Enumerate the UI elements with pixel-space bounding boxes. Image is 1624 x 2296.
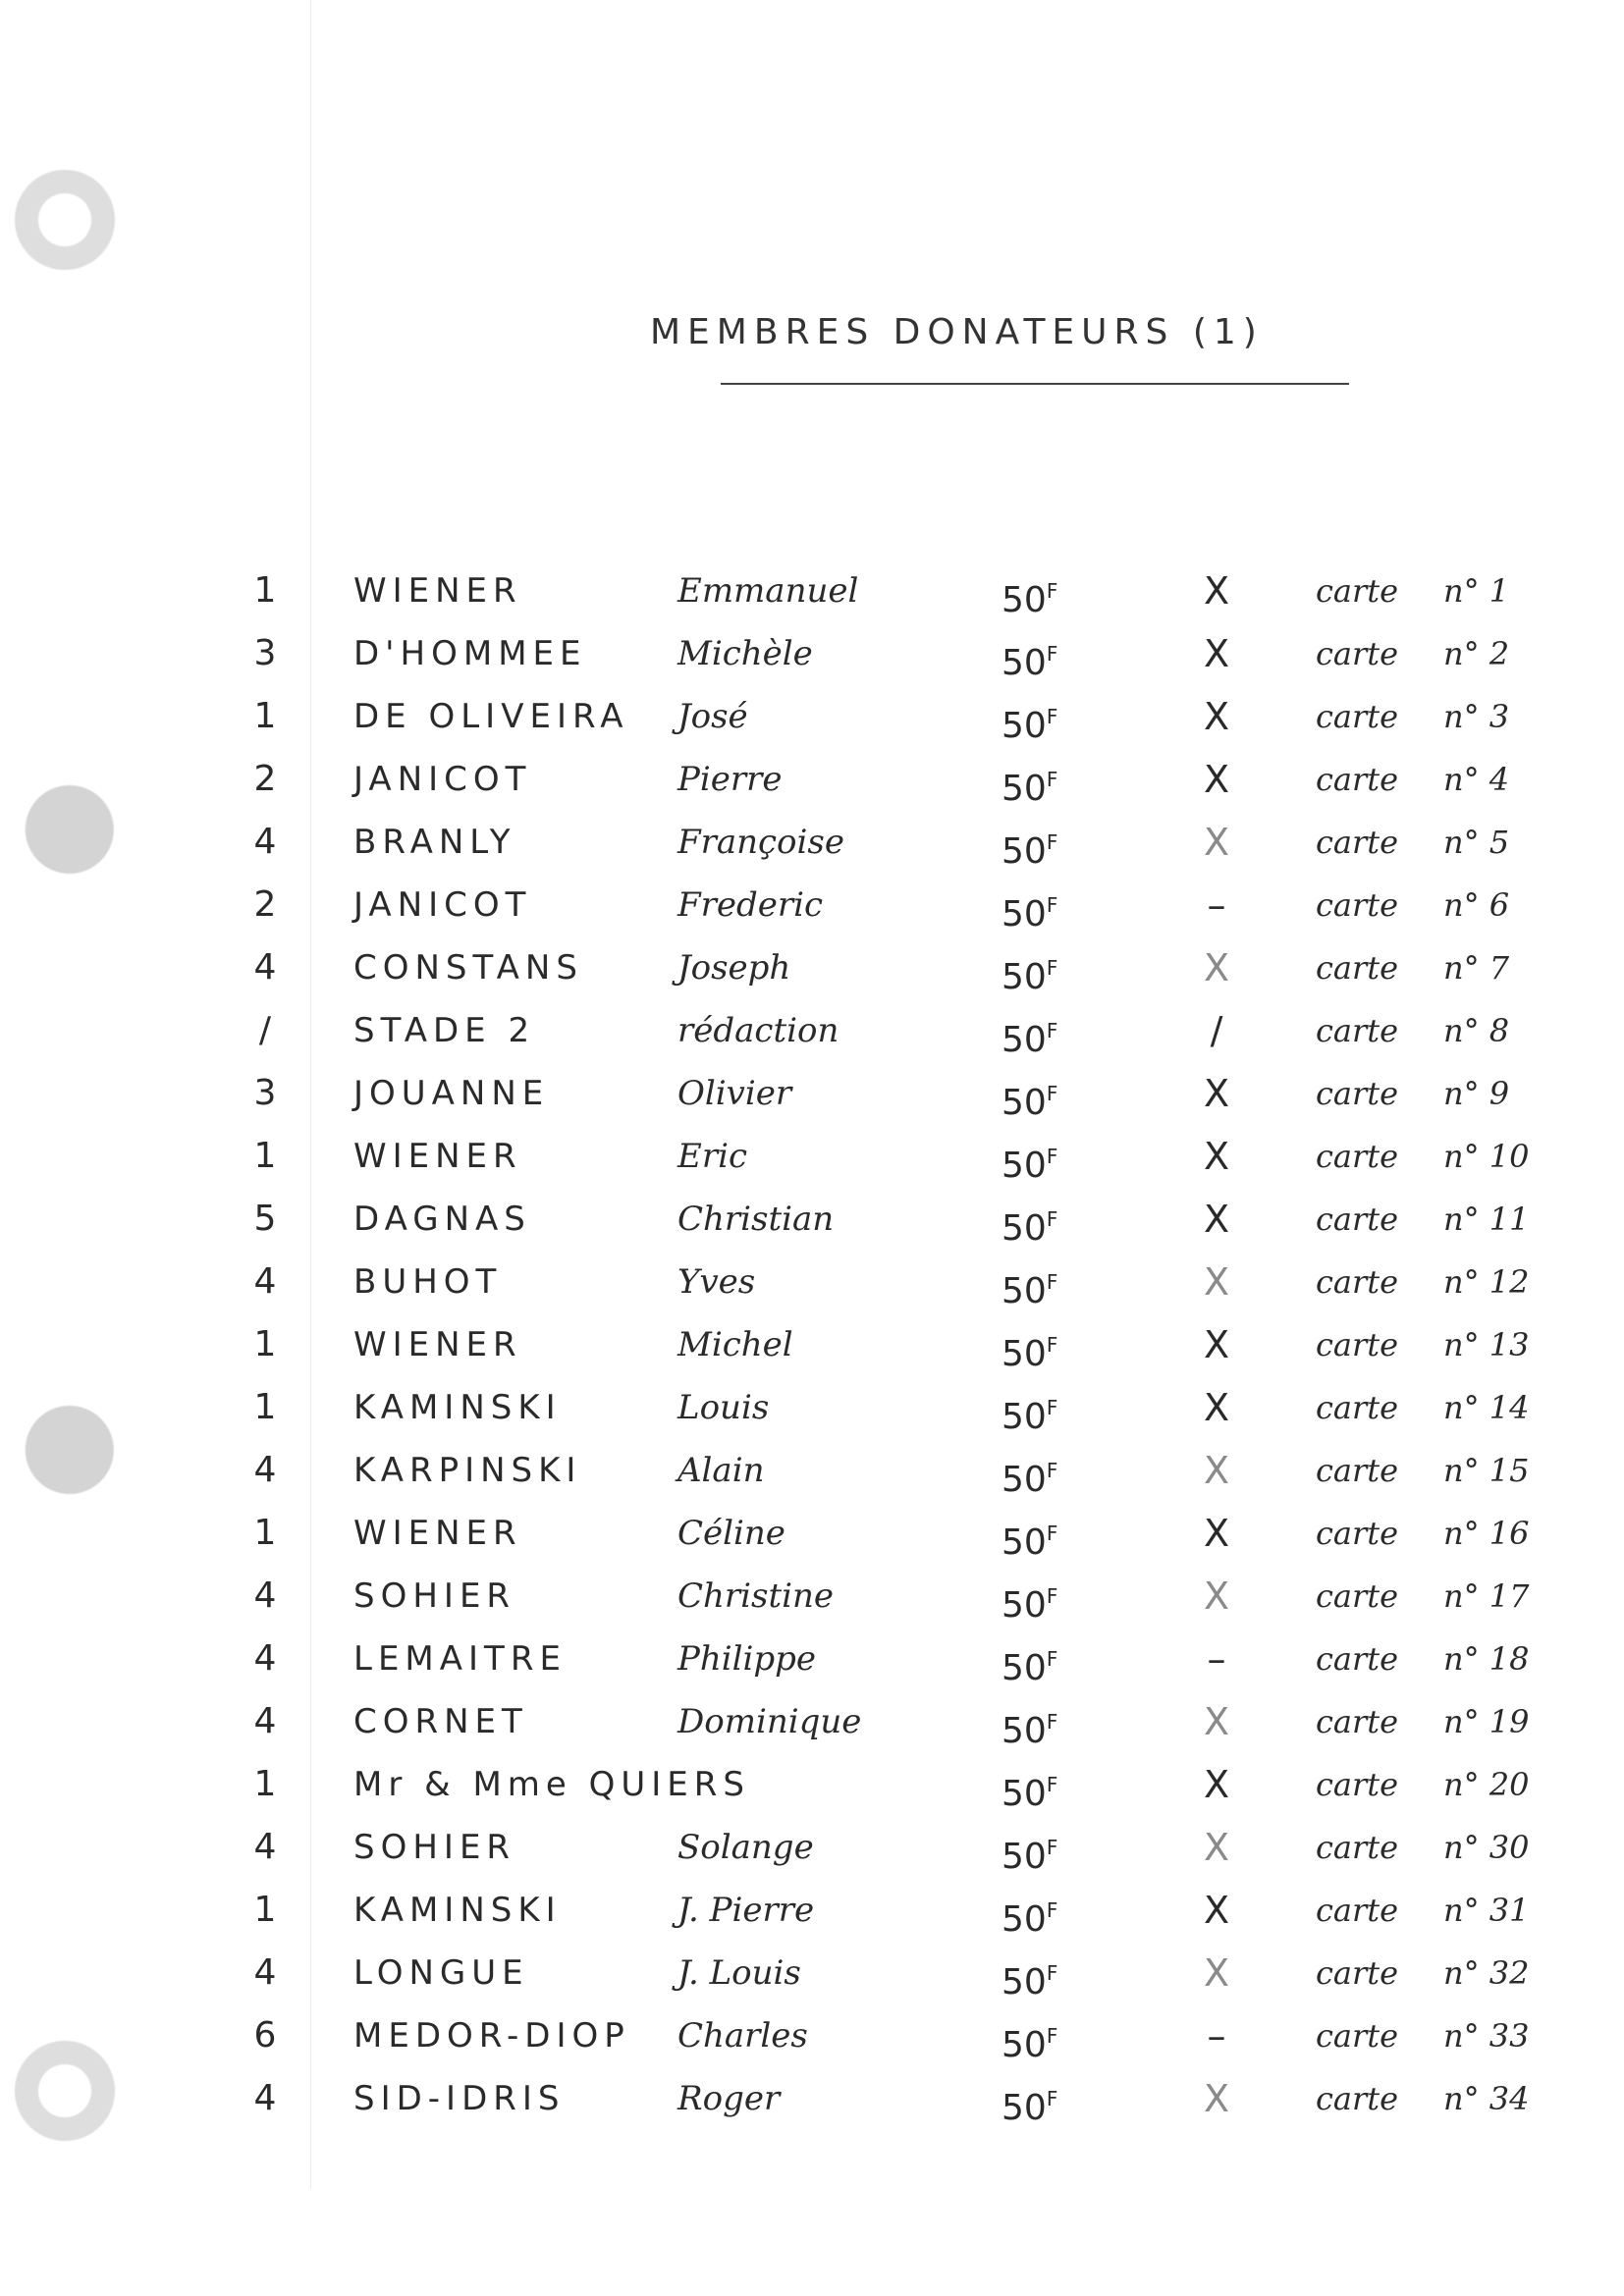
first-name: Charles bbox=[677, 2016, 808, 2056]
row-number: 5 bbox=[253, 1199, 277, 1239]
amount bbox=[1001, 1376, 1057, 1449]
donor-row bbox=[0, 1376, 1624, 1439]
row-number: / bbox=[258, 1010, 272, 1050]
first-name: Michèle bbox=[677, 634, 813, 673]
row-number: 1 bbox=[253, 1387, 277, 1427]
donor-row bbox=[0, 1565, 1624, 1628]
last-name: BRANLY bbox=[353, 823, 516, 862]
card-number: n° 18 bbox=[1443, 1640, 1530, 1678]
amount bbox=[1001, 936, 1057, 1009]
amount bbox=[1001, 1816, 1057, 1889]
last-name: JANICOT bbox=[353, 760, 532, 799]
check-mark: X bbox=[1203, 758, 1230, 801]
card-label: carte bbox=[1316, 1829, 1399, 1866]
amount bbox=[1001, 748, 1057, 821]
card-label: carte bbox=[1316, 761, 1399, 798]
check-mark: X bbox=[1203, 1135, 1230, 1178]
last-name: SOHIER bbox=[353, 1828, 516, 1867]
card-number: n° 8 bbox=[1443, 1012, 1510, 1049]
card-number: n° 5 bbox=[1443, 824, 1510, 861]
last-name: SOHIER bbox=[353, 1576, 516, 1616]
amount bbox=[1001, 2004, 1057, 2077]
amount-unit: F bbox=[1046, 1584, 1058, 1608]
card-number: n° 2 bbox=[1443, 635, 1510, 672]
donor-row bbox=[0, 811, 1624, 874]
card-number: n° 12 bbox=[1443, 1263, 1530, 1301]
amount-value: 50 bbox=[1001, 1020, 1047, 1060]
donor-row bbox=[0, 874, 1624, 936]
check-mark: X bbox=[1203, 1323, 1230, 1366]
first-name: Joseph bbox=[677, 948, 791, 988]
first-name: Louis bbox=[677, 1388, 770, 1427]
amount-value: 50 bbox=[1001, 1837, 1047, 1877]
last-name: MEDOR-DIOP bbox=[353, 2016, 630, 2056]
card-label: carte bbox=[1316, 1201, 1399, 1238]
amount bbox=[1001, 1690, 1057, 1763]
last-name: SID-IDRIS bbox=[353, 2079, 566, 2118]
donor-row bbox=[0, 1816, 1624, 1879]
amount-unit: F bbox=[1046, 1710, 1058, 1734]
amount-value: 50 bbox=[1001, 831, 1047, 872]
row-number: 4 bbox=[253, 1450, 277, 1490]
title-underline bbox=[721, 383, 1349, 385]
amount-value: 50 bbox=[1001, 706, 1047, 746]
card-number: n° 1 bbox=[1443, 572, 1510, 610]
donor-row bbox=[0, 560, 1624, 622]
last-name: D'HOMMEE bbox=[353, 634, 587, 673]
first-name: Philippe bbox=[677, 1639, 817, 1679]
last-name: KAMINSKI bbox=[353, 1388, 562, 1427]
amount-value: 50 bbox=[1001, 894, 1047, 934]
last-name: KARPINSKI bbox=[353, 1451, 582, 1490]
card-label: carte bbox=[1316, 1263, 1399, 1301]
amount-unit: F bbox=[1046, 1270, 1058, 1294]
last-name: LONGUE bbox=[353, 1953, 529, 1993]
donor-row bbox=[0, 2067, 1624, 2130]
amount-value: 50 bbox=[1001, 1522, 1047, 1563]
amount-unit: F bbox=[1046, 830, 1058, 854]
amount-unit: F bbox=[1046, 1647, 1058, 1671]
amount-value: 50 bbox=[1001, 580, 1047, 620]
row-number: 3 bbox=[253, 633, 277, 673]
row-number: 6 bbox=[253, 2015, 277, 2056]
first-name: Pierre bbox=[677, 760, 783, 799]
card-number: n° 32 bbox=[1443, 1954, 1530, 1992]
donor-row bbox=[0, 2004, 1624, 2067]
card-number: n° 3 bbox=[1443, 698, 1510, 735]
amount-value: 50 bbox=[1001, 1146, 1047, 1186]
row-number: 2 bbox=[253, 884, 277, 925]
last-name: STADE 2 bbox=[353, 1011, 536, 1050]
card-label: carte bbox=[1316, 1703, 1399, 1740]
check-mark: X bbox=[1203, 569, 1230, 613]
last-name: JANICOT bbox=[353, 885, 532, 925]
donor-row bbox=[0, 1502, 1624, 1565]
first-name: Solange bbox=[677, 1828, 814, 1867]
amount-value: 50 bbox=[1001, 1711, 1047, 1751]
card-number: n° 15 bbox=[1443, 1452, 1530, 1489]
amount bbox=[1001, 1125, 1057, 1198]
card-number: n° 16 bbox=[1443, 1515, 1530, 1552]
check-mark: X bbox=[1203, 2077, 1230, 2120]
card-label: carte bbox=[1316, 1138, 1399, 1175]
card-number: n° 33 bbox=[1443, 2017, 1530, 2055]
check-mark: X bbox=[1203, 1763, 1230, 1806]
amount-value: 50 bbox=[1001, 1083, 1047, 1123]
check-mark: X bbox=[1203, 1700, 1230, 1743]
amount bbox=[1001, 1565, 1057, 1637]
amount-unit: F bbox=[1046, 1836, 1058, 1859]
amount-unit: F bbox=[1046, 2087, 1058, 2110]
amount-value: 50 bbox=[1001, 1334, 1047, 1374]
card-number: n° 31 bbox=[1443, 1892, 1530, 1929]
amount-value: 50 bbox=[1001, 1648, 1047, 1688]
row-number: 1 bbox=[253, 1136, 277, 1176]
amount-unit: F bbox=[1046, 1082, 1058, 1105]
row-number: 4 bbox=[253, 1638, 277, 1679]
first-name: Roger bbox=[677, 2079, 781, 2118]
card-label: carte bbox=[1316, 1515, 1399, 1552]
card-label: carte bbox=[1316, 1954, 1399, 1992]
amount-value: 50 bbox=[1001, 2025, 1047, 2065]
row-number: 4 bbox=[253, 2078, 277, 2118]
donor-row bbox=[0, 1062, 1624, 1125]
row-number: 1 bbox=[253, 1513, 277, 1553]
check-mark: X bbox=[1203, 1449, 1230, 1492]
row-number: 4 bbox=[253, 1575, 277, 1616]
amount bbox=[1001, 1251, 1057, 1323]
check-mark: X bbox=[1203, 695, 1230, 738]
donor-row bbox=[0, 1879, 1624, 1942]
check-mark: X bbox=[1203, 632, 1230, 675]
last-name: Mr & Mme QUIERS bbox=[353, 1765, 750, 1804]
last-name: WIENER bbox=[353, 571, 522, 611]
check-mark: X bbox=[1203, 946, 1230, 989]
amount-value: 50 bbox=[1001, 957, 1047, 997]
last-name: DAGNAS bbox=[353, 1200, 531, 1239]
donor-row bbox=[0, 1753, 1624, 1816]
donor-row bbox=[0, 1251, 1624, 1313]
row-number: 1 bbox=[253, 1324, 277, 1364]
amount-value: 50 bbox=[1001, 1774, 1047, 1814]
row-number: 2 bbox=[253, 759, 277, 799]
check-mark: – bbox=[1207, 883, 1226, 927]
amount-unit: F bbox=[1046, 1207, 1058, 1231]
card-number: n° 34 bbox=[1443, 2080, 1530, 2117]
amount-unit: F bbox=[1046, 642, 1058, 666]
row-number: 4 bbox=[253, 1701, 277, 1741]
card-number: n° 9 bbox=[1443, 1075, 1510, 1112]
card-label: carte bbox=[1316, 2017, 1399, 2055]
donor-row bbox=[0, 1690, 1624, 1753]
amount bbox=[1001, 622, 1057, 695]
card-label: carte bbox=[1316, 1892, 1399, 1929]
amount bbox=[1001, 874, 1057, 946]
first-name: Eric bbox=[677, 1137, 747, 1176]
donor-row bbox=[0, 999, 1624, 1062]
row-number: 4 bbox=[253, 1952, 277, 1993]
amount bbox=[1001, 1188, 1057, 1260]
donor-row bbox=[0, 1188, 1624, 1251]
amount-unit: F bbox=[1046, 1333, 1058, 1357]
amount-unit: F bbox=[1046, 893, 1058, 917]
last-name: CORNET bbox=[353, 1702, 528, 1741]
last-name: LEMAITRE bbox=[353, 1639, 567, 1679]
donor-row bbox=[0, 1313, 1624, 1376]
row-number: 4 bbox=[253, 1827, 277, 1867]
donor-row bbox=[0, 1125, 1624, 1188]
first-name: J. Pierre bbox=[677, 1891, 815, 1930]
donor-row bbox=[0, 1942, 1624, 2004]
check-mark: X bbox=[1203, 1260, 1230, 1304]
card-label: carte bbox=[1316, 1075, 1399, 1112]
first-name: Christian bbox=[677, 1200, 835, 1239]
first-name: J. Louis bbox=[677, 1953, 801, 1993]
last-name: WIENER bbox=[353, 1137, 522, 1176]
first-name: Christine bbox=[677, 1576, 835, 1616]
row-number: 1 bbox=[253, 696, 277, 736]
row-number: 4 bbox=[253, 947, 277, 988]
row-number: 4 bbox=[253, 1261, 277, 1302]
amount-value: 50 bbox=[1001, 1271, 1047, 1311]
amount-value: 50 bbox=[1001, 1397, 1047, 1437]
check-mark: X bbox=[1203, 1951, 1230, 1995]
donor-row bbox=[0, 685, 1624, 748]
first-name: Dominique bbox=[677, 1702, 862, 1741]
card-label: carte bbox=[1316, 1326, 1399, 1363]
check-mark: X bbox=[1203, 1575, 1230, 1618]
first-name: Alain bbox=[677, 1451, 765, 1490]
last-name: WIENER bbox=[353, 1325, 522, 1364]
amount-unit: F bbox=[1046, 1773, 1058, 1796]
check-mark: – bbox=[1207, 2014, 1226, 2057]
card-label: carte bbox=[1316, 886, 1399, 924]
page-title: MEMBRES DONATEURS (1) bbox=[650, 312, 1264, 352]
amount bbox=[1001, 1313, 1057, 1386]
card-number: n° 11 bbox=[1443, 1201, 1530, 1238]
amount bbox=[1001, 1628, 1057, 1700]
last-name: WIENER bbox=[353, 1514, 522, 1553]
amount-value: 50 bbox=[1001, 1208, 1047, 1249]
amount-unit: F bbox=[1046, 2024, 1058, 2048]
punch-hole bbox=[14, 169, 116, 271]
amount-unit: F bbox=[1046, 1459, 1058, 1482]
row-number: 1 bbox=[253, 1764, 277, 1804]
last-name: CONSTANS bbox=[353, 948, 583, 988]
card-number: n° 17 bbox=[1443, 1577, 1530, 1615]
row-number: 1 bbox=[253, 1890, 277, 1930]
first-name: Olivier bbox=[677, 1074, 792, 1113]
donor-row bbox=[0, 622, 1624, 685]
amount-unit: F bbox=[1046, 1961, 1058, 1985]
card-label: carte bbox=[1316, 1012, 1399, 1049]
amount-value: 50 bbox=[1001, 2088, 1047, 2128]
check-mark: X bbox=[1203, 1072, 1230, 1115]
last-name: DE OLIVEIRA bbox=[353, 697, 629, 736]
donor-row bbox=[0, 1439, 1624, 1502]
amount-value: 50 bbox=[1001, 1899, 1047, 1940]
last-name: BUHOT bbox=[353, 1262, 503, 1302]
card-label: carte bbox=[1316, 1389, 1399, 1426]
donor-row bbox=[0, 1628, 1624, 1690]
first-name: Frederic bbox=[677, 885, 824, 925]
first-name: Yves bbox=[677, 1262, 756, 1302]
row-number: 4 bbox=[253, 822, 277, 862]
first-name: José bbox=[677, 697, 748, 736]
card-label: carte bbox=[1316, 1577, 1399, 1615]
card-number: n° 14 bbox=[1443, 1389, 1530, 1426]
donor-list bbox=[0, 560, 1624, 2130]
check-mark: X bbox=[1203, 1826, 1230, 1869]
amount bbox=[1001, 999, 1057, 1072]
amount bbox=[1001, 1942, 1057, 2014]
card-label: carte bbox=[1316, 1640, 1399, 1678]
check-mark: X bbox=[1203, 1512, 1230, 1555]
amount-unit: F bbox=[1046, 768, 1058, 791]
amount-unit: F bbox=[1046, 705, 1058, 728]
row-number: 3 bbox=[253, 1073, 277, 1113]
amount-value: 50 bbox=[1001, 1460, 1047, 1500]
last-name: KAMINSKI bbox=[353, 1891, 562, 1930]
check-mark: X bbox=[1203, 821, 1230, 864]
card-number: n° 4 bbox=[1443, 761, 1510, 798]
check-mark: / bbox=[1210, 1009, 1223, 1052]
check-mark: – bbox=[1207, 1637, 1226, 1681]
amount-value: 50 bbox=[1001, 643, 1047, 683]
card-number: n° 10 bbox=[1443, 1138, 1530, 1175]
amount-unit: F bbox=[1046, 1396, 1058, 1419]
amount-unit: F bbox=[1046, 1019, 1058, 1042]
card-number: n° 6 bbox=[1443, 886, 1510, 924]
amount-unit: F bbox=[1046, 1522, 1058, 1545]
donor-row bbox=[0, 936, 1624, 999]
donor-row bbox=[0, 748, 1624, 811]
first-name: Céline bbox=[677, 1514, 785, 1553]
card-number: n° 20 bbox=[1443, 1766, 1530, 1803]
amount-value: 50 bbox=[1001, 1585, 1047, 1626]
amount-unit: F bbox=[1046, 1145, 1058, 1168]
card-label: carte bbox=[1316, 1766, 1399, 1803]
amount bbox=[1001, 1062, 1057, 1135]
first-name: Emmanuel bbox=[677, 571, 859, 611]
card-label: carte bbox=[1316, 824, 1399, 861]
first-name: rédaction bbox=[677, 1011, 839, 1050]
amount bbox=[1001, 2067, 1057, 2140]
card-label: carte bbox=[1316, 949, 1399, 987]
card-label: carte bbox=[1316, 1452, 1399, 1489]
amount bbox=[1001, 1502, 1057, 1575]
last-name: JOUANNE bbox=[353, 1074, 550, 1113]
check-mark: X bbox=[1203, 1889, 1230, 1932]
amount bbox=[1001, 1439, 1057, 1512]
check-mark: X bbox=[1203, 1198, 1230, 1241]
amount-unit: F bbox=[1046, 1898, 1058, 1922]
amount bbox=[1001, 1753, 1057, 1826]
card-number: n° 7 bbox=[1443, 949, 1510, 987]
card-label: carte bbox=[1316, 2080, 1399, 2117]
amount bbox=[1001, 685, 1057, 758]
card-label: carte bbox=[1316, 698, 1399, 735]
card-label: carte bbox=[1316, 572, 1399, 610]
amount-value: 50 bbox=[1001, 769, 1047, 809]
amount bbox=[1001, 1879, 1057, 1951]
first-name: Françoise bbox=[677, 823, 844, 862]
row-number: 1 bbox=[253, 570, 277, 611]
card-label: carte bbox=[1316, 635, 1399, 672]
amount bbox=[1001, 811, 1057, 883]
amount-unit: F bbox=[1046, 579, 1058, 603]
card-number: n° 19 bbox=[1443, 1703, 1530, 1740]
amount-value: 50 bbox=[1001, 1962, 1047, 2002]
first-name: Michel bbox=[677, 1325, 793, 1364]
check-mark: X bbox=[1203, 1386, 1230, 1429]
amount-unit: F bbox=[1046, 956, 1058, 980]
card-number: n° 30 bbox=[1443, 1829, 1530, 1866]
card-number: n° 13 bbox=[1443, 1326, 1530, 1363]
amount bbox=[1001, 560, 1057, 632]
